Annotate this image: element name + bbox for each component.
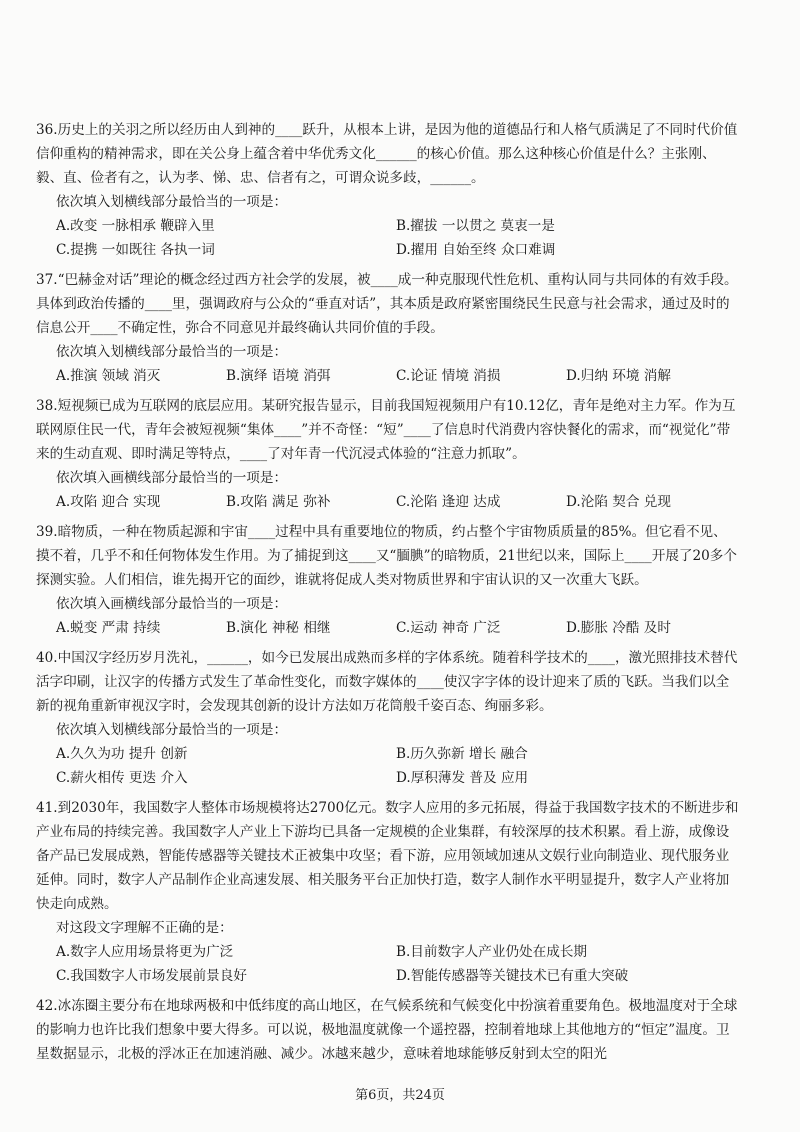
option-d: D.膨胀 冷酷 及时: [566, 620, 671, 636]
question-prompt: 依次填入划横线部分最恰当的一项是：: [56, 194, 288, 210]
option-a: A.蜕变 严肃 持续: [56, 620, 161, 636]
option-a: A.推演 领域 消灭: [56, 368, 161, 384]
option-b: B.攻陷 满足 弥补: [226, 494, 331, 510]
question-prompt: 依次填入画横线部分最恰当的一项是：: [56, 596, 288, 612]
question-prompt: 依次填入划横线部分最恰当的一项是：: [56, 344, 288, 360]
option-c: C.运动 神奇 广泛: [396, 620, 501, 636]
options: [36, 742, 740, 790]
option-a: A.数字人应用场景将更为广泛: [56, 944, 234, 960]
question-36: [36, 118, 740, 262]
question-38: [36, 394, 740, 514]
page-number: 第6页，共24页: [355, 1088, 445, 1103]
option-c: C.论证 情境 消损: [396, 368, 501, 384]
question-41: [36, 796, 740, 988]
question-prompt: 依次填入画横线部分最恰当的一项是：: [56, 470, 288, 486]
question-42: [36, 994, 740, 1066]
options: [36, 490, 740, 514]
question-stem: 37.“巴赫金对话”理论的概念经过西方社会学的发展，被____成一种克服现代性危机、重构认同与共同体的有效手段。具体到政治传播的____里，强调政府与公众的“垂直对话”，其本质是政府紧密围绕民生民意与社会需求，通过及时的信息公开____不确定性，弥合不同意见并最终确认共同价值的手段。: [36, 272, 738, 336]
question-37: [36, 268, 740, 388]
option-d: D.沦陷 契合 兑现: [566, 494, 671, 510]
question-stem: 41.到2030年，我国数字人整体市场规模将达2700亿元。数字人应用的多元拓展，得益于我国数字技术的不断进步和产业布局的持续完善。我国数字人产业上下游均已具备一定规模的企业集群，有较深厚的技术积累。看上游，成像设备产品已发展成熟，智能传感器等关键技术正被集中攻坚；看下游，应用领域加速从文娱行业向制造业、现代服务业延伸。同时，数字人产品制作企业高速发展、相关服务平台正加快打造，数字人制作水平明显提升，数字人产业将加快走向成熟。: [36, 800, 739, 912]
option-c: C.薪火相传 更迭 介入: [56, 770, 188, 786]
options: [36, 364, 740, 388]
option-d: D.智能传感器等关键技术已有重大突破: [396, 968, 629, 984]
question-prompt: 对这段文字理解不正确的是：: [56, 920, 233, 936]
question-stem: 38.短视频已成为互联网的底层应用。某研究报告显示，目前我国短视频用户有10.12亿，青年是绝对主力军。作为互联网原住民一代，青年会被短视频“集体____”并不奇怪：“短”____了信息时代消费内容快餐化的需求，而“视觉化”带来的生动直观、即时满足等特点，____了对年青一代沉浸式体验的“注意力抓取”。: [36, 398, 736, 462]
option-a: A.攻陷 迎合 实现: [56, 494, 161, 510]
question-39: [36, 520, 740, 640]
option-b: B.演化 神秘 相继: [226, 620, 331, 636]
options: [36, 214, 740, 262]
question-stem: 36.历史上的关羽之所以经历由人到神的____跃升，从根本上讲，是因为他的道德品行和人格气质满足了不同时代价值信仰重构的精神需求，即在关公身上蕴含着中华优秀文化______的核心价值。那么这种核心价值是什么？主张刚、毅、直、俭者有之，认为孝、悌、忠、信者有之，可谓众说多歧，______。: [36, 122, 738, 186]
question-stem: 40.中国汉字经历岁月洗礼，______，如今已发展出成熟而多样的字体系统。随着科学技术的____，激光照排技术替代活字印刷，让汉字的传播方式发生了革命性变化，而数字媒体的____使汉字字体的设计迎来了质的飞跃。当我们以全新的视角重新审视汉字时，会发现其创新的设计方法如万花筒般千姿百态、绚丽多彩。: [36, 650, 738, 714]
option-c: C.提携 一如既往 各执一词: [56, 242, 215, 258]
question-prompt: 依次填入划横线部分最恰当的一项是：: [56, 722, 288, 738]
question-stem: 42.冰冻圈主要分布在地球两极和中低纬度的高山地区，在气候系统和气候变化中扮演着重要角色。极地温度对于全球的影响力也许比我们想象中要大得多。可以说，极地温度就像一个遥控器，控制着地球上其他地方的“恒定”温度。卫星数据显示，北极的浮冰正在加速消融、减少。冰越来越少，意味着地球能够反射到太空的阳光: [36, 998, 738, 1062]
option-b: B.演绎 语境 消弭: [226, 368, 331, 384]
option-b: B.擢拔 一以贯之 莫衷一是: [396, 218, 555, 234]
option-b: B.目前数字人产业仍处在成长期: [396, 944, 588, 960]
options: [36, 940, 740, 988]
option-a: A.改变 一脉相承 鞭辟入里: [56, 218, 215, 234]
question-40: [36, 646, 740, 790]
question-list: [36, 118, 740, 1072]
option-d: D.擢用 自始至终 众口难调: [396, 242, 556, 258]
question-stem: 39.暗物质，一种在物质起源和宇宙____过程中具有重要地位的物质，约占整个宇宙物质质量的85%。但它看不见、摸不着，几乎不和任何物体发生作用。为了捕捉到这____又“腼腆”的暗物质，21世纪以来，国际上____开展了20多个探测实验。人们相信，谁先揭开它的面纱，谁就将促成人类对物质世界和宇宙认识的又一次重大飞跃。: [36, 524, 737, 588]
option-c: C.沦陷 逢迎 达成: [396, 494, 501, 510]
options: [36, 616, 740, 640]
option-c: C.我国数字人市场发展前景良好: [56, 968, 247, 984]
option-b: B.历久弥新 增长 融合: [396, 746, 528, 762]
option-d: D.归纳 环境 消解: [566, 368, 671, 384]
option-a: A.久久为功 提升 创新: [56, 746, 188, 762]
option-d: D.厚积薄发 普及 应用: [396, 770, 529, 786]
